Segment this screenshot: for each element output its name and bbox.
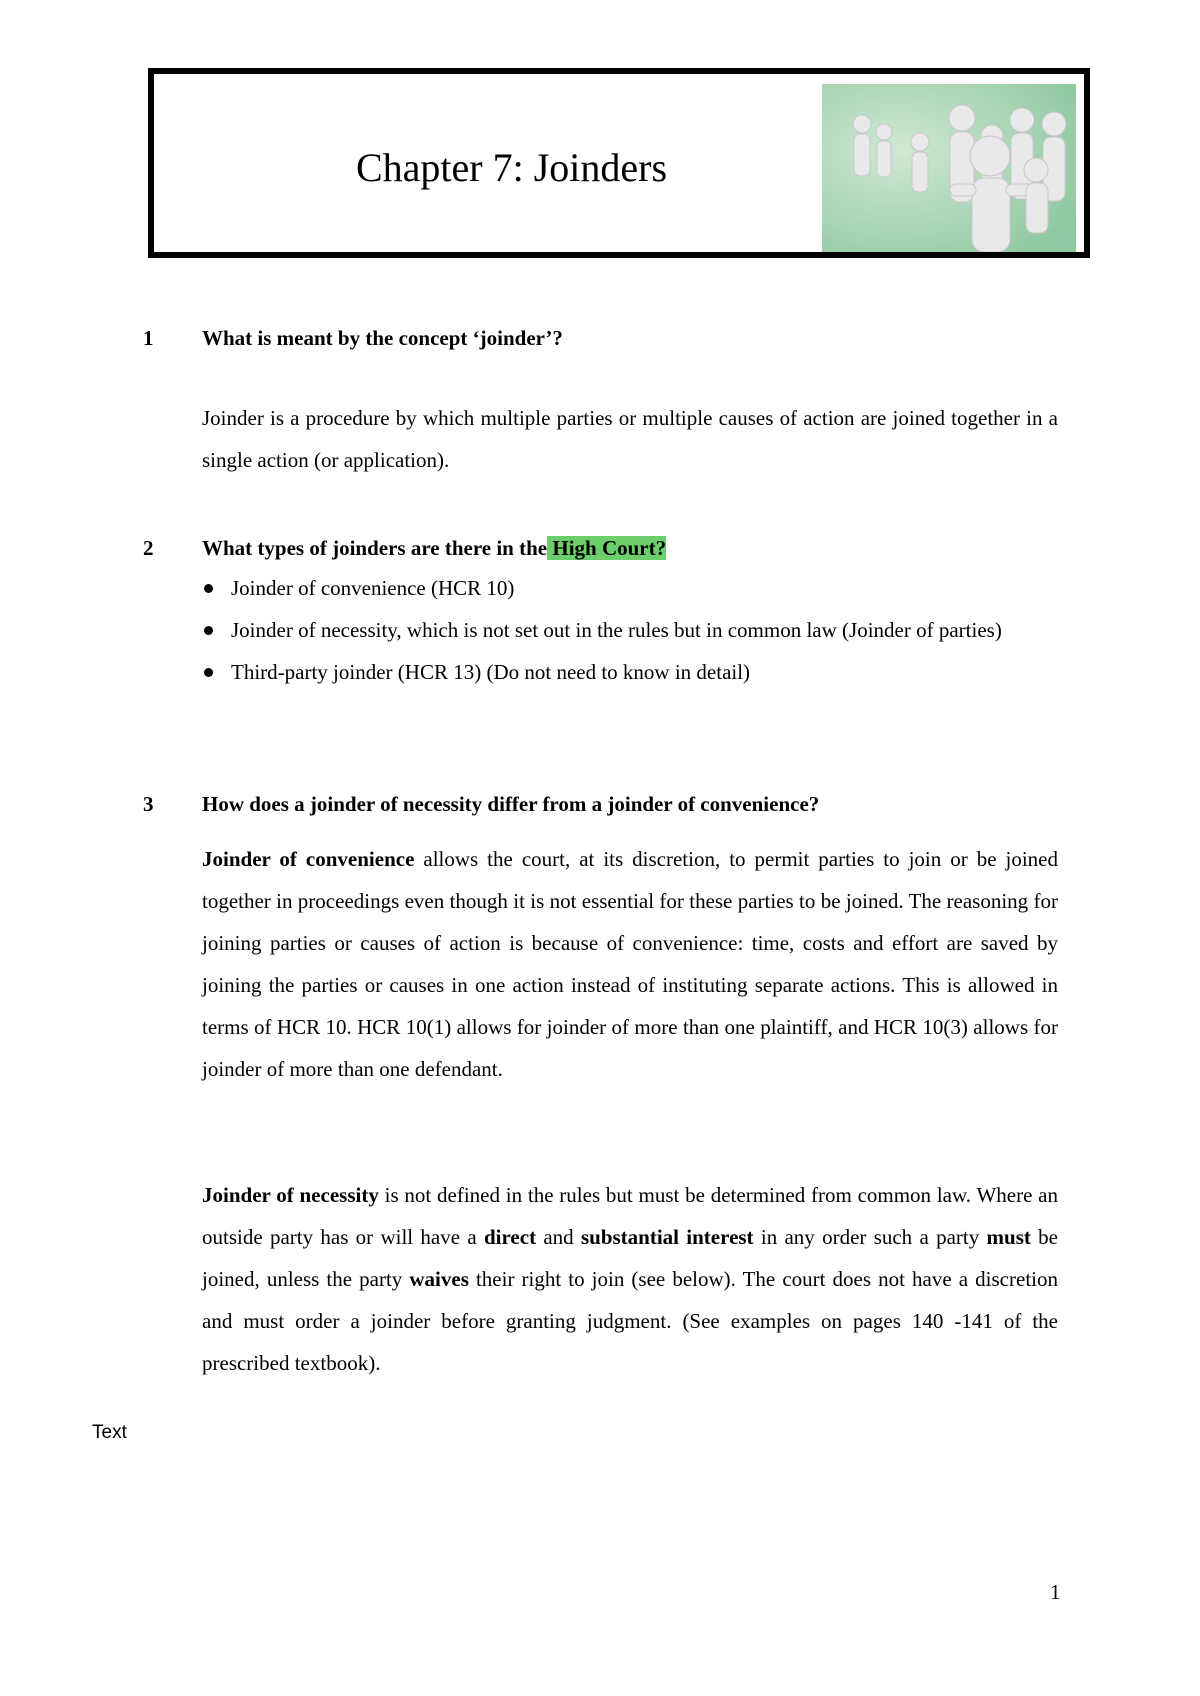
bold-term: waives (409, 1267, 469, 1291)
question-2-heading (202, 538, 666, 559)
bold-term: substantial interest (580, 1225, 754, 1249)
list-item: Joinder of necessity, which is not set out in the rules but in common law (Joinder of parties) (202, 609, 1058, 651)
paragraph-text: be joined, unless the party (202, 1225, 1058, 1291)
people-figures-icon (822, 84, 1076, 252)
paragraph-text: is not defined in the rules but must be determined from common law. Where an outside party has or will have a (202, 1183, 1058, 1249)
people-figures-image (822, 84, 1076, 252)
bold-term: Joinder of necessity (202, 1183, 379, 1207)
paragraph-text: their right to join (see below). The court does not have a discretion and must order a joinder before granting judgment. (See examples on pages 140 -141 of the prescribed textbook). (202, 1267, 1058, 1375)
page-number: 1 (1050, 1580, 1061, 1604)
question-3-number: 3 (143, 792, 154, 816)
bold-term: direct (483, 1225, 537, 1249)
answer-1-text: Joinder is a procedure by which multiple parties or multiple causes of action are joined together in a single action (or application). (202, 406, 1058, 472)
question-1-heading: What is meant by the concept ‘joinder’? (202, 326, 563, 350)
chapter-title-box (148, 68, 1090, 258)
paragraph-text: in any order such a party (753, 1225, 987, 1249)
paragraph-text: allows the court, at its discretion, to permit parties to join or be joined together in proceedings even though it is not essential for these parties to be joined. The reasoning for joining parties or causes of action is because of convenience: time, costs and effort are saved by joining the parties or causes in one action instead of instituting separate actions. This is allowed in terms of HCR 10. HCR 10(1) allows for joinder of more than one plaintiff, and HCR 10(3) allows for joinder of more than one defendant. (202, 847, 1058, 1081)
highlighted-high-court: High Court? (547, 536, 667, 560)
list-item: Third-party joinder (HCR 13) (Do not need to know in detail) (202, 651, 1058, 693)
list-item: Joinder of convenience (HCR 10) (202, 567, 1058, 609)
joinder-types-list (202, 567, 1058, 693)
question-1-answer (202, 397, 1058, 481)
question-2-text: What types of joinders are there in the (202, 536, 548, 560)
question-1-number: 1 (143, 326, 154, 350)
joinder-of-convenience-paragraph (202, 838, 1058, 1090)
bold-term: must (986, 1225, 1031, 1249)
question-3-heading: How does a joinder of necessity differ from a joinder of convenience? (202, 792, 820, 816)
joinder-of-necessity-paragraph (202, 1174, 1058, 1384)
bold-term: Joinder of convenience (202, 847, 415, 871)
question-2-number: 2 (143, 536, 154, 560)
paragraph-text: and (536, 1225, 581, 1249)
chapter-title: Chapter 7: Joinders (356, 145, 668, 190)
text-label: Text (92, 1422, 127, 1443)
